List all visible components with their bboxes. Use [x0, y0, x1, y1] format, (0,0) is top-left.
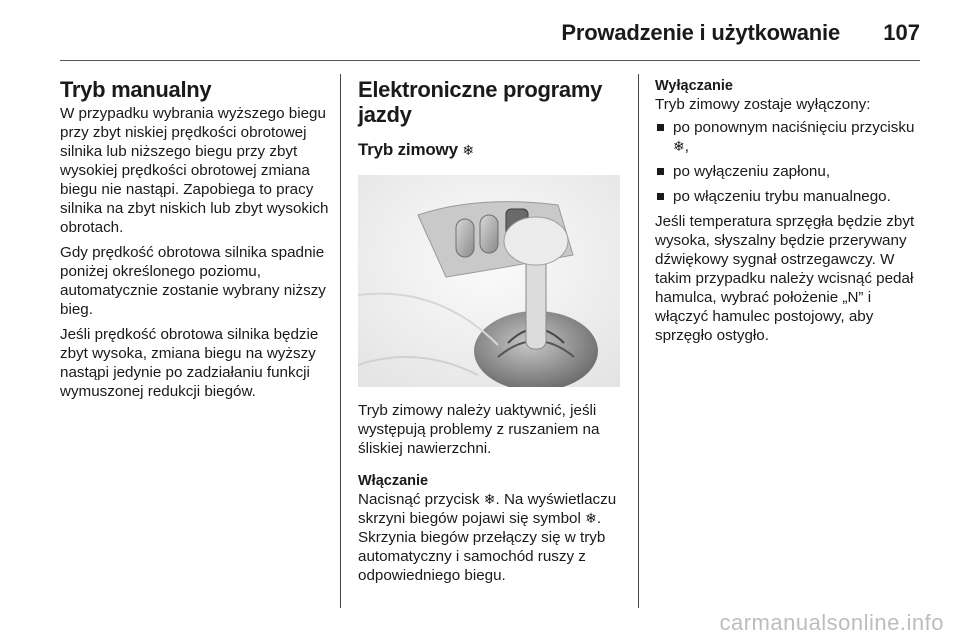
gear-shift-winter-button-photo: [358, 175, 620, 387]
snowflake-icon: ❄: [673, 138, 685, 154]
disable-conditions-list: [655, 118, 920, 206]
middle-column: [358, 77, 626, 591]
page-number: 107: [883, 20, 920, 45]
subheading-disable: Wyłączanie: [655, 78, 733, 94]
subheading-enable: Włączanie: [358, 473, 429, 489]
snowflake-icon: ❄: [585, 510, 597, 526]
enable-paragraph: Nacisnąć przycisk ❄. Na wyświetlaczu skrzyni biegów pojawi się symbol ❄. Skrzynia biegów przełączy się w tryb automatyczny i samochód ruszy z odpowiedniego biegu.: [358, 491, 617, 584]
list-item: po wyłączeniu zapłonu,: [655, 162, 920, 181]
paragraph: W przypadku wybrania wyższego biegu przy zbyt niskiej prędkości obrotowej silnika lub niższego biegu przy zbyt wysokiej prędkości obrotowej zmiana biegu nie nastąpi. Zapobiega to pracy silnika na zbyt niskich lub zbyt wysokich obrotach.: [60, 105, 329, 236]
running-header-title: Prowadzenie i użytkowanie: [561, 20, 840, 45]
list-item: po ponownym naciśnięciu przycisku ❄,: [655, 118, 920, 156]
section-heading-electronic-programs: Elektroniczne programy jazdy: [358, 77, 603, 127]
clutch-temperature-paragraph: Jeśli temperatura sprzęgła będzie zbyt wysoka, słyszalny będzie przerywany dźwiękowy sygnał ostrzegawczy. W takim przypadku należy wcisnąć pedał hamulca, wybrać położenie „N” i włączyć hamulec postojowy, aby sprzęgło ostygło.: [655, 213, 915, 344]
snowflake-icon: ❄: [462, 142, 474, 158]
section-heading-manual-mode: Tryb manualny: [60, 77, 212, 102]
bullet-square-icon: [657, 124, 664, 131]
bullet-square-icon: [657, 193, 664, 200]
header-rule: [60, 60, 920, 61]
paragraph: Jeśli prędkość obrotowa silnika będzie zbyt wysoka, zmiana biegu na wyższy nastąpi jedynie po zadziałaniu funkcji wymuszonej redukcji biegów.: [60, 326, 319, 400]
disable-intro: Tryb zimowy zostaje wyłączony:: [655, 96, 871, 113]
subheading-winter-mode: Tryb zimowy ❄: [358, 140, 474, 159]
right-column: [655, 77, 920, 351]
column-divider-right: [638, 74, 639, 608]
left-column: [60, 77, 330, 407]
paragraph: Gdy prędkość obrotowa silnika spadnie poniżej określonego poziomu, automatycznie zostanie wybrany niższy bieg.: [60, 244, 326, 318]
list-item: po włączeniu trybu manualnego.: [655, 187, 920, 206]
watermark: carmanualsonline.info: [719, 610, 944, 635]
column-divider-left: [340, 74, 341, 608]
figure-illustration: [358, 175, 620, 387]
figure-caption: Tryb zimowy należy uaktywnić, jeśli występują problemy z ruszaniem na śliskiej nawierzchni.: [358, 402, 600, 457]
bullet-square-icon: [657, 168, 664, 175]
snowflake-icon: ❄: [483, 491, 496, 507]
